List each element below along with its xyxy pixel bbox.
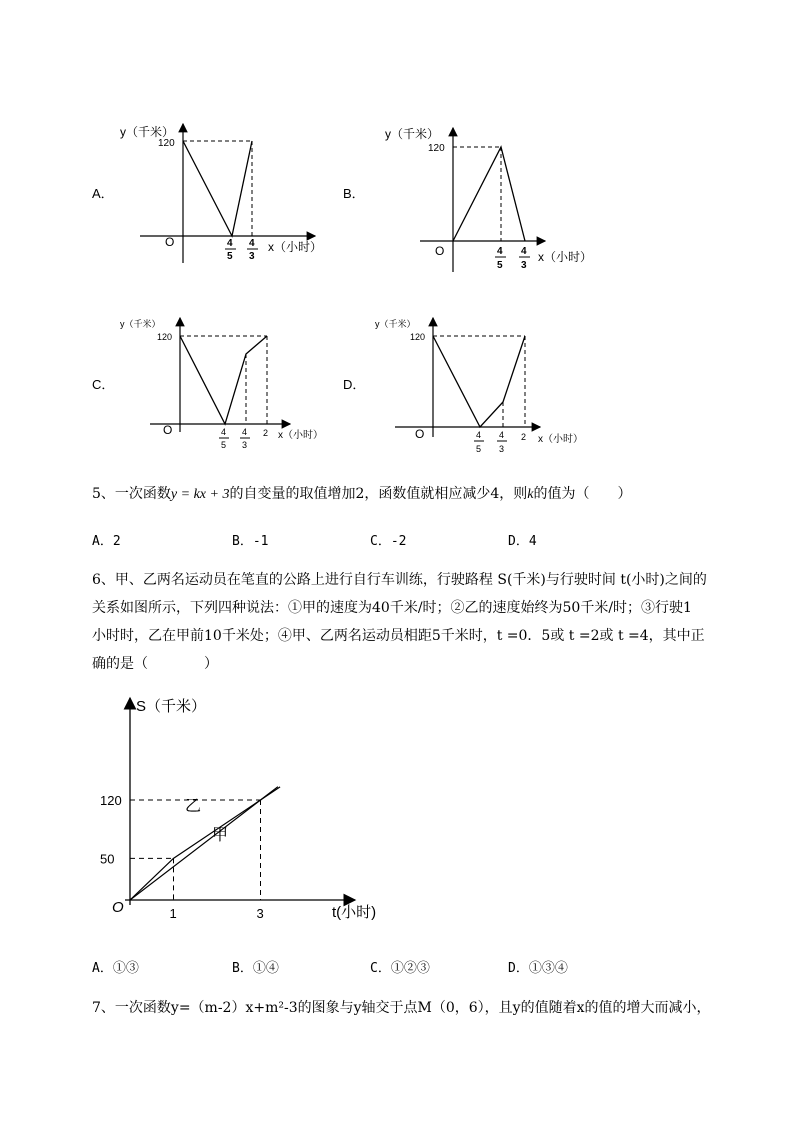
option-c-label: C． <box>92 377 115 392</box>
x-tick-1: 1 <box>169 906 177 921</box>
y-axis-label: y（千米） <box>375 319 416 329</box>
tick-t1-den: 5 <box>476 444 482 454</box>
tick-t1-num: 4 <box>497 246 503 257</box>
graph-option-b <box>380 122 610 277</box>
q5-option-b[interactable]: B．-1 <box>232 534 269 549</box>
q5-option-c[interactable]: C．-2 <box>370 534 407 549</box>
q6-option-d[interactable]: D．①③④ <box>508 961 568 976</box>
graph-option-d <box>370 312 600 462</box>
option-a-label: A． <box>92 186 114 201</box>
q6-option-c[interactable]: C．①②③ <box>370 961 430 976</box>
distance-line <box>433 336 525 427</box>
question-5: 5、一次函数y = kx + 3的自变量的取值增加2，函数值就相应减少4，则k的值为（ ） <box>92 486 632 502</box>
x-axis-label: x（小时） <box>538 250 593 264</box>
tick-t2-den: 3 <box>242 440 248 450</box>
question-7: 7、一次函数y=（m-2）x+m²-3的图象与y轴交于点M（0，6），且y的值随着x的值的增大而减小， <box>92 1000 711 1016</box>
y-tick-120: 120 <box>157 332 173 342</box>
tick-t1-den: 5 <box>497 260 503 271</box>
y-axis-label: y（千米） <box>120 125 175 139</box>
q6-line-3: 小时时，乙在甲前10千米处；④甲、乙两名运动员相距5千米时，t =0．5或 t =2或 t =4，其中正 <box>92 628 705 644</box>
q6-chart <box>90 690 410 930</box>
q6-line-2: 关系如图所示，下列四种说法：①甲的速度为40千米/时；②乙的速度始终为50千米/时；③行驶1 <box>92 600 692 616</box>
y-tick-50: 50 <box>100 851 115 867</box>
tick-t1-num: 4 <box>476 430 482 440</box>
y-axis-label: y（千米） <box>120 319 161 329</box>
option-b-label: B． <box>343 186 365 201</box>
tick-t2-den: 3 <box>499 444 505 454</box>
question-6 <box>92 566 752 678</box>
y-axis-label: S（千米） <box>136 698 207 715</box>
tick-t3: 2 <box>263 428 269 438</box>
y-tick-120: 120 <box>410 332 426 342</box>
q6-option-b[interactable]: B．①④ <box>232 961 279 976</box>
x-axis-label: x（小时） <box>278 430 323 441</box>
tick-t1-den: 5 <box>227 251 233 262</box>
q5-option-a[interactable]: A．2 <box>92 534 121 549</box>
q6-line-1: 6、甲、乙两名运动员在笔直的公路上进行自行车训练，行驶路程 S(千米)与行驶时间 t(小时)之间的 <box>92 572 707 588</box>
q6-line-4: 确的是（ ） <box>92 656 218 672</box>
tick-t1-den: 5 <box>221 440 227 450</box>
x-tick-3: 3 <box>256 906 264 921</box>
x-axis-label: x（小时） <box>538 434 583 445</box>
q5-function: y = kx + 3 <box>170 487 230 502</box>
tick-t2-den: 3 <box>249 251 255 262</box>
tick-t2-num: 4 <box>242 427 248 437</box>
origin-label: O <box>415 427 425 441</box>
y-tick-120: 120 <box>428 143 445 154</box>
series-label-jia: 甲 <box>212 827 229 844</box>
origin-label: O <box>435 244 445 258</box>
tick-t1-num: 4 <box>221 427 227 437</box>
distance-line <box>183 141 252 236</box>
distance-line <box>180 336 267 424</box>
graph-option-a <box>110 118 340 268</box>
x-axis-label: x（小时） <box>268 240 323 254</box>
q5-option-d[interactable]: D．4 <box>508 534 537 549</box>
tick-t2-den: 3 <box>521 260 527 271</box>
series-label-yi: 乙 <box>185 798 202 815</box>
y-axis-label: y（千米） <box>385 127 440 141</box>
option-d-label: D． <box>343 377 366 392</box>
tick-t2-num: 4 <box>249 238 255 249</box>
tick-t2-num: 4 <box>499 430 505 440</box>
y-tick-120: 120 <box>158 138 175 149</box>
tick-t1-num: 4 <box>227 238 233 249</box>
y-tick-120: 120 <box>100 793 122 809</box>
tick-t3: 2 <box>521 432 527 442</box>
origin-label: O <box>112 899 124 916</box>
tick-t2-num: 4 <box>521 246 527 257</box>
q6-option-a[interactable]: A．①③ <box>92 961 139 976</box>
x-axis-label: t(小时) <box>332 904 377 921</box>
graph-option-c <box>115 312 345 462</box>
origin-label: O <box>165 235 175 249</box>
origin-label: O <box>163 423 173 437</box>
distance-line <box>453 147 525 241</box>
